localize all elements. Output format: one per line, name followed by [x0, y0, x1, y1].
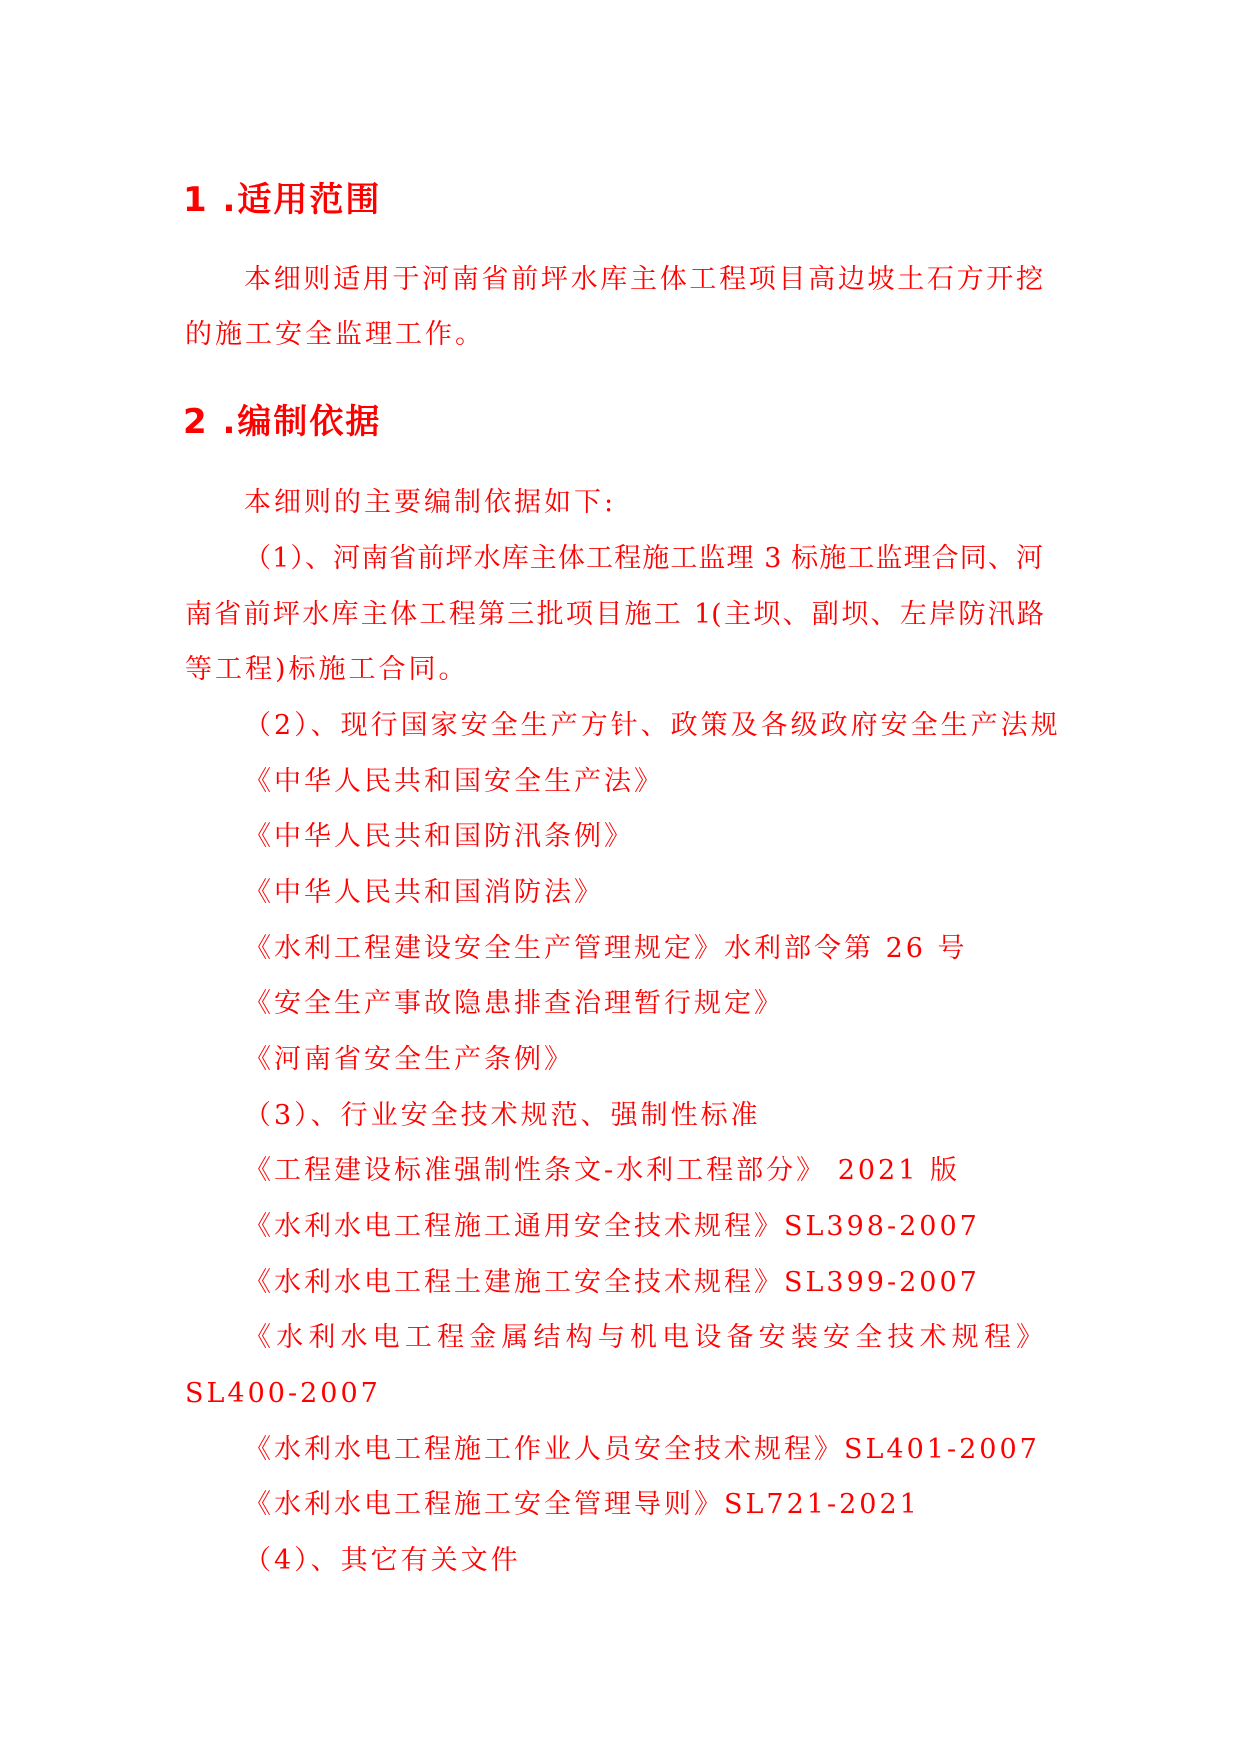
- law-item: 《安全生产事故隐患排查治理暂行规定》: [244, 988, 784, 1019]
- item-1-line-3: 等工程)标施工合同。: [185, 654, 469, 685]
- law-item: 《中华人民共和国防汛条例》: [244, 821, 634, 852]
- standard-long-line-1: 《水利水电工程金属结构与机电设备安装安全技术规程》: [244, 1322, 1043, 1353]
- item-4: （4）、其它有关文件: [244, 1545, 521, 1576]
- law-item: 《中华人民共和国消防法》: [244, 877, 604, 908]
- standard-item: 《水利水电工程施工安全管理导则》SL721-2021: [244, 1489, 920, 1520]
- section-2-heading: 2 .编制依据: [183, 402, 382, 442]
- standard-item: 《水利水电工程土建施工安全技术规程》SL399-2007: [244, 1267, 980, 1298]
- law-item: 《河南省安全生产条例》: [244, 1044, 574, 1075]
- standard-item: 《水利水电工程施工通用安全技术规程》SL398-2007: [244, 1211, 980, 1242]
- section-1-paragraph-line-2: 的施工安全监理工作。: [185, 319, 485, 350]
- item-1-line-2: 南省前坪水库主体工程第三批项目施工 1(主坝、副坝、左岸防汛路: [185, 599, 1044, 630]
- item-3: （3）、行业安全技术规范、强制性标准: [244, 1100, 761, 1131]
- law-item: 《中华人民共和国安全生产法》: [244, 766, 664, 797]
- law-item: 《水利工程建设安全生产管理规定》水利部令第 26 号: [244, 933, 968, 964]
- standard-long-line-2: SL400-2007: [185, 1378, 381, 1409]
- standard-item: 《工程建设标准强制性条文-水利工程部分》 2021 版: [244, 1155, 961, 1186]
- section-1-heading: 1 .适用范围: [183, 180, 382, 220]
- item-1-line-1: （1）、河南省前坪水库主体工程施工监理 3 标施工监理合同、河: [244, 543, 1043, 574]
- section-2-intro: 本细则的主要编制依据如下:: [244, 487, 617, 518]
- item-2: （2）、现行国家安全生产方针、政策及各级政府安全生产法规: [244, 710, 1061, 741]
- section-1-paragraph-line-1: 本细则适用于河南省前坪水库主体工程项目高边坡土石方开挖: [244, 264, 1043, 295]
- standard-item: 《水利水电工程施工作业人员安全技术规程》SL401-2007: [244, 1434, 1040, 1465]
